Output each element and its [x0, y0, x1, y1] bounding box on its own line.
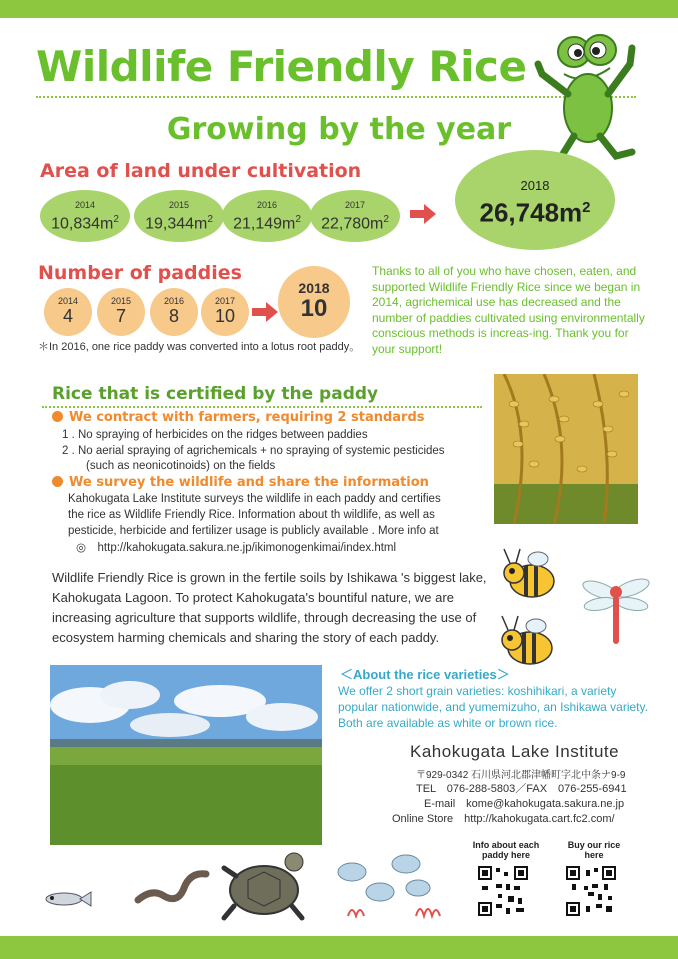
survey-bullet [52, 475, 429, 490]
area-latest-value: 26,748m [479, 197, 583, 228]
about-text: We offer 2 short grain varieties: koshihikari, a variety popular nationwide, and yumemizuho, an Ishikawa variety. Both are available as white or brown rice. [338, 684, 648, 730]
area-year: 2015 [168, 200, 190, 210]
bullet-dot-icon [52, 476, 63, 487]
paddies-year: 2015 [110, 296, 132, 306]
survey-line-1: Kahokugata Lake Institute surveys the wildlife in each paddy and certifies [68, 493, 441, 505]
paddies-value: 10 [214, 306, 236, 326]
area-unit-sup: 2 [207, 214, 213, 225]
area-heading: Area of land under cultivation [40, 160, 362, 182]
area-pill-2017 [310, 190, 400, 242]
survey-line-2: the rice as Wildlife Friendly Rice. Information about th wildlife, as well as [68, 509, 435, 521]
area-pill-2015 [134, 190, 224, 242]
arrow-right-icon [252, 302, 278, 322]
fish-icon [42, 888, 92, 910]
area-value: 22,780m [321, 215, 384, 233]
paddies-heading: Number of paddies [38, 262, 242, 284]
top-bar [0, 0, 678, 18]
paddies-circle-2017 [201, 288, 249, 336]
paddies-circle-2015 [97, 288, 145, 336]
page-subtitle: Growing by the year [166, 112, 512, 147]
survey-bullet-text: We survey the wildlife and share the information [69, 475, 429, 490]
area-value: 21,149m [233, 215, 296, 233]
certified-divider [42, 406, 482, 408]
qr-code-icon[interactable] [566, 866, 616, 916]
worm-icon [134, 866, 210, 906]
paddies-value: 4 [62, 306, 73, 326]
certified-heading: Rice that is certified by the paddy [52, 384, 379, 404]
area-pill-2018 [455, 150, 615, 250]
bottom-bar [0, 936, 678, 959]
bee-icon [498, 612, 558, 672]
standards-bullet [52, 410, 425, 425]
paddies-latest-year: 2018 [298, 280, 330, 296]
paddies-year: 2016 [163, 296, 185, 306]
phone-fax: TEL 076-288-5803／FAX 076-255-6941 [416, 783, 627, 795]
seaweed-icon [348, 910, 364, 916]
area-year: 2016 [256, 200, 278, 210]
bee-icon [500, 545, 560, 605]
clam-icon [332, 852, 442, 922]
paddies-circle-2014 [44, 288, 92, 336]
standards-bullet-text: We contract with farmers, requiring 2 standards [69, 410, 425, 425]
institute-name: Kahokugata Lake Institute [410, 742, 620, 761]
paddies-year: 2017 [214, 296, 236, 306]
paddies-value: 7 [115, 306, 126, 326]
area-year: 2017 [344, 200, 366, 210]
area-latest-year: 2018 [520, 178, 550, 193]
about-heading: ＜About the rice varieties＞ [340, 667, 510, 682]
area-unit-sup: 2 [383, 214, 389, 225]
paddies-year: 2014 [57, 296, 79, 306]
dragonfly-icon [582, 572, 652, 647]
area-pill-2016 [222, 190, 312, 242]
rice-photo [494, 374, 638, 524]
survey-line-3: pesticide, herbicide and fertilizer usage is publicly available . More info at [68, 525, 439, 537]
paddies-latest-value: 10 [300, 295, 328, 322]
thanks-text: Thanks to all of you who have chosen, eaten, and supported Wildlife Friendly Rice since we began in 2014, agrichemical use has decreased and the number of paddies cultivated using environmentally conscious methods is increas-ing. Thank you for your support! [372, 264, 645, 356]
arrow-right-icon [410, 204, 436, 224]
email[interactable]: E-mail kome@kahokugata.sakura.ne.jp [424, 798, 625, 810]
turtle-icon [218, 850, 310, 924]
survey-url[interactable]: ◎ http://kahokugata.sakura.ne.jp/ikimonogenkimai/index.html [76, 542, 397, 554]
area-unit-sup: 2 [113, 214, 119, 225]
area-pill-2014 [40, 190, 130, 242]
paddies-circle-2018 [278, 266, 350, 338]
standard-2: 2 . No aerial spraying of agrichemicals + no spraying of systemic pesticides [62, 445, 445, 457]
paddies-circle-2016 [150, 288, 198, 336]
qr-info-label: Info about each paddy here [472, 840, 540, 860]
page-title: Wildlife Friendly Rice [36, 42, 527, 91]
paddies-value: 8 [168, 306, 179, 326]
rice-field-photo [50, 665, 322, 845]
qr-code-icon[interactable] [478, 866, 528, 916]
address: 〒929-0342 石川県河北郡津幡町字北中条ナ9-9 [416, 770, 626, 781]
area-year: 2014 [74, 200, 96, 210]
paddies-note: ＊In 2016, one rice paddy was converted into a lotus root paddy。 [38, 341, 361, 353]
area-value: 19,344m [145, 215, 208, 233]
bullet-dot-icon [52, 411, 63, 422]
area-value: 10,834m [51, 215, 114, 233]
qr-buy-label: Buy our rice here [567, 840, 621, 860]
standard-2-cont: (such as neonicotinoids) on the fields [86, 460, 276, 472]
online-store[interactable]: Online Store http://kahokugata.cart.fc2.com/ [392, 813, 615, 825]
intro-paragraph: Wildlife Friendly Rice is grown in the fertile soils by Ishikawa 's biggest lake, Kahokugata Lagoon. To protect Kahokugata's bountiful nature, we are increasing agriculture that supports wildlife, through decreasing the use of ecosystem harming chemicals and sharing the story of each paddy. [52, 570, 487, 645]
area-unit-sup: 2 [582, 199, 591, 216]
area-unit-sup: 2 [295, 214, 301, 225]
standard-1: 1 . No spraying of herbicides on the ridges between paddies [62, 429, 368, 441]
